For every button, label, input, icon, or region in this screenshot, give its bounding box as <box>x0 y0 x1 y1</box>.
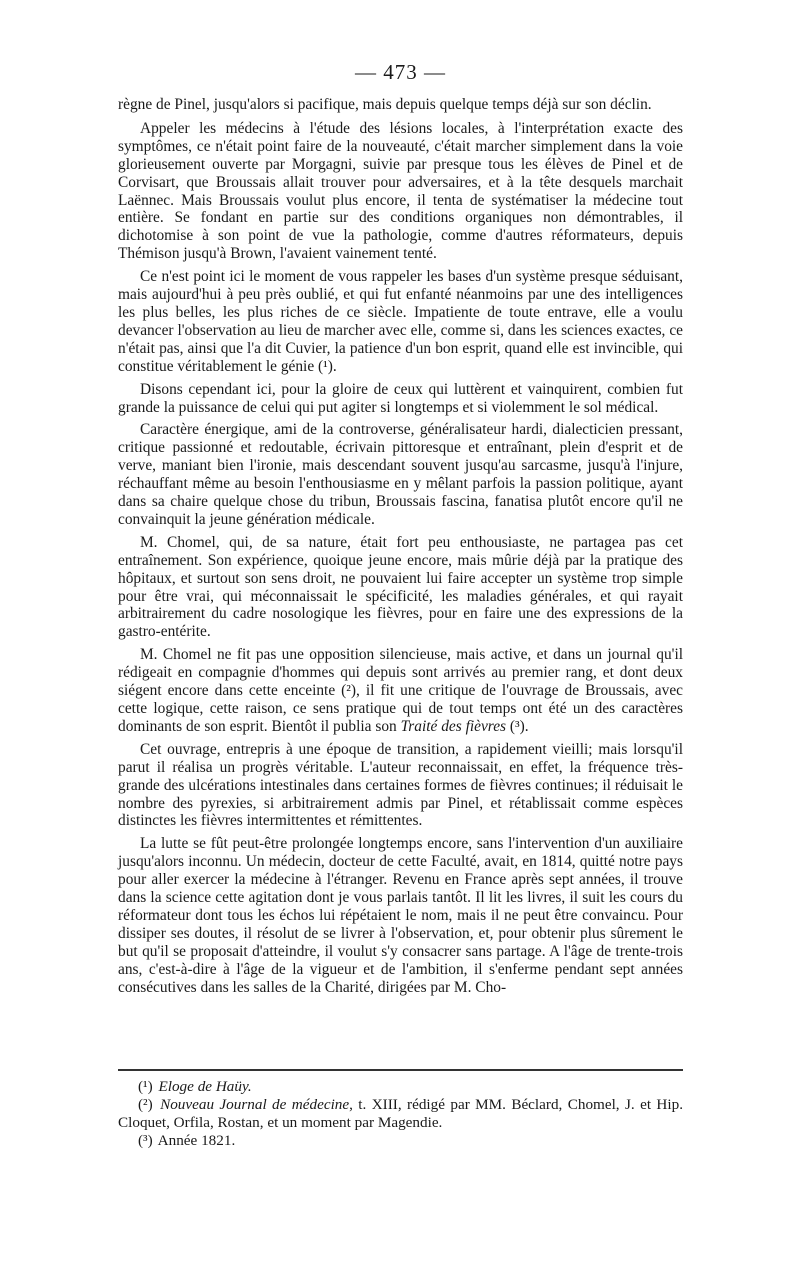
paragraph: M. Chomel, qui, de sa nature, était fort peu enthousiaste, ne partagea pas cet entraînement. Son expérience, quoique jeune encore, mais mûrie déjà par la pratique des hôpitaux, et surtout son sens droit, ne pouvaient lui faire accepter un système trop simple pour être vrai, qui méconnaissait le spécificité, les maladies générales, et qui rayait arbitrairement du cadre nosologique les fièvres, pour en faire une des expressions de la gastro-entérite. <box>118 533 683 641</box>
footnote-divider <box>118 1069 683 1071</box>
page-number: — 473 — <box>355 60 446 84</box>
paragraph: Caractère énergique, ami de la controverse, généralisateur hardi, dialecticien pressant, critique passionné et redoutable, écrivain pittoresque et entraînant, plein d'esprit et de verve, maniant bien l'ironie, mais descendant souvent jusqu'au sarcasme, jusqu'à l'injure, réchauffant même au besoin l'enthousiasme en y mêlant parfois la passion politique, ayant dans sa chaire quelque chose du tribun, Broussais fascina, fanatisa plutôt encore qu'il ne convainquit la jeune génération médicale. <box>118 421 683 528</box>
footnote-text: Eloge de Haüy. <box>158 1078 252 1095</box>
footnote <box>118 1078 683 1096</box>
footnote-text: Année 1821. <box>157 1132 236 1149</box>
paragraph: règne de Pinel, jusqu'alors si pacifique, mais depuis quelque temps déjà sur son déclin. <box>118 96 652 113</box>
paragraph: Disons cependant ici, pour la gloire de ceux qui luttèrent et vainquirent, combien fut grande la puissance de celui qui put agiter si longtemps et si violemment le sol médical. <box>118 380 683 416</box>
book-title: Traité des fièvres <box>400 717 507 735</box>
paragraph: Cet ouvrage, entrepris à une époque de transition, a rapidement vieilli; mais lorsqu'il parut il réalisa un progrès véritable. L'auteur reconnaissait, en effet, la fréquence très-grande des ulcérations intestinales dans certaines formes de fièvres continues; il réduisait le nombre des pyrexies, si arbitrairement admis par Pinel, et rétablissait comme espèces distinctes les fièvres intermittentes et rémittentes. <box>118 740 683 830</box>
paragraph: La lutte se fût peut-être prolongée longtemps encore, sans l'intervention d'un auxiliaire jusqu'alors inconnu. Un médecin, docteur de cette Faculté, avait, en 1814, quitté notre pays pour aller exercer la médecine à l'étranger. Revenu en France après sept années, il trouve dans la science cette agitation dont je vous parlais tantôt. Il lit les livres, il suit les cours du réformateur dont tous les échos lui répétaient le nom, mais il ne peut être convaincu. Pour dissiper ses doutes, il résolut de se livrer à l'observation, et, pour obtenir plus sûrement le but qu'il se proposait d'atteindre, il voulut s'y consacrer sans partage. A l'âge de trente-trois ans, c'est-à-dire à l'âge de la vigueur et de l'ambition, il s'enferme pendant sept années consécutives dans les salles de la Charité, dirigées par M. Cho- <box>118 835 683 996</box>
footnote <box>118 1096 683 1132</box>
footnote <box>118 1132 683 1150</box>
paragraph: Ce n'est point ici le moment de vous rappeler les bases d'un système presque séduisant, mais aujourd'hui à peu près oublié, et qui fut enfanté néanmoins par une des intelligences les plus belles, les plus riches de ce siècle. Impatiente de toute entrave, elle a voulu devancer l'observation au lieu de marcher avec elle, comme si, dans les sciences exactes, ce n'était pas, ainsi que l'a dit Cuvier, la patience d'un bon esprit, quand elle est invincible, qui constitue véritablement le génie (¹). <box>118 268 683 375</box>
page-body <box>118 58 683 1002</box>
footnote-marker: (¹) <box>138 1078 153 1095</box>
footnote-text: , t. XIII, rédigé par MM. Béclard, Chomel, J. et Hip. Cloquet, Orfila, Rostan, et un moment par Magendie. <box>118 1096 684 1131</box>
paragraph: Appeler les médecins à l'étude des lésions locales, à l'interprétation exacte des symptômes, ce n'était point faire de la nouveauté, c'était marcher simplement dans la voie glorieusement ouverte par Morgagni, suivie par presque tous les élèves de Pinel et de Corvisart, que Broussais allait trouver pour adversaires, et à la tête desquels marchait Laënnec. Mais Broussais voulut plus encore, il tenta de systématiser la médecine tout entière. Se fondant en partie sur des conditions organiques non démontrables, il dichotomise à son point de vue la pathologie, comme d'autres réformateurs, depuis Thémison jusqu'à Brown, l'avaient vainement tenté. <box>118 119 683 263</box>
footnote-ref: (³). <box>506 717 529 735</box>
footnote-journal-title: Nouveau Journal de médecine <box>160 1096 350 1113</box>
footnote-marker: (²) <box>138 1096 153 1113</box>
paragraph <box>118 646 683 736</box>
footnote-marker: (³) <box>138 1132 153 1149</box>
paragraph-text: M. Chomel ne fit pas une opposition silencieuse, mais active, et dans un journal qu'il rédigeait en compagnie d'hommes qui depuis sont arrivés au premier rang, et dont deux siégent encore dans cette enceinte (²), il fit une critique de l'ouvrage de Broussais, avec cette logique, cette raison, ce sens pratique qui de tout temps ont été un des caractères dominants de son esprit. Bientôt il publia son <box>118 646 683 735</box>
footnotes <box>118 1078 683 1150</box>
